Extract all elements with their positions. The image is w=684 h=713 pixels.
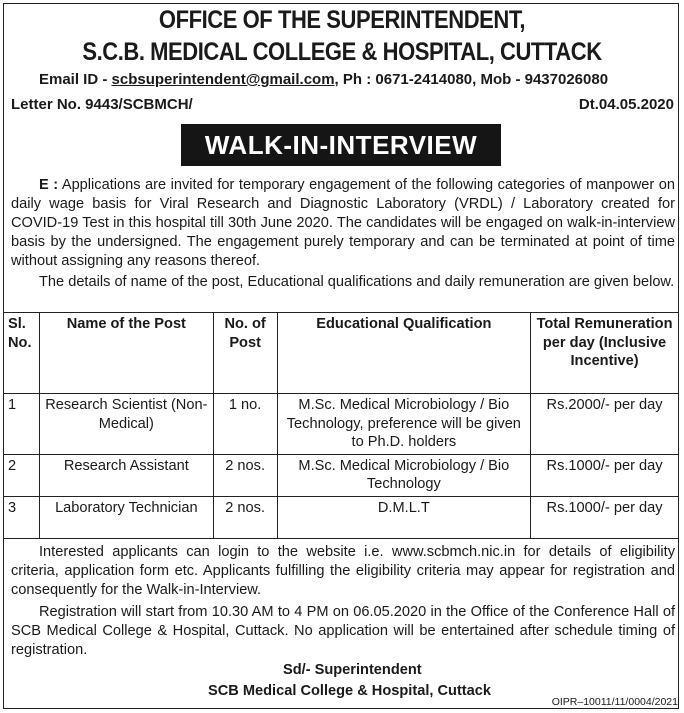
row-sl: 3 [4, 496, 40, 538]
letter-number: Letter No. 9443/SCBMCH/ [11, 96, 193, 113]
reference-number: OIPR–10011/11/0004/2021 [551, 696, 678, 708]
posts-table [3, 312, 679, 539]
phone-text: , Ph : 0671-2414080, Mob - 9437026080 [334, 71, 609, 88]
row-sl: 1 [4, 394, 40, 455]
row-sl: 2 [4, 454, 40, 496]
row-post: Research Scientist (Non-Medical) [39, 394, 213, 455]
signature-line2: SCB Medical College & Hospital, Cuttack [208, 683, 492, 699]
header-sl-no: Sl. No. [4, 313, 40, 394]
office-title-line1: OFFICE OF THE SUPERINTENDENT, [158, 6, 526, 34]
intro-text: Applications are invited for temporary engagement of the following categories of manpower on daily wage basis for Viral Research and Diagnostic Laboratory (VRDL) / Laboratory created for COVID-19 Test in this hospital till 30th June 2020. The candidates will be engaged on walk-in-interview basis by the undersigned. The engagement purely temporary and can be terminated at point of time without assigning any reasons thereof. [11, 177, 676, 269]
email-link[interactable]: scbsuperintendent@gmail.com [111, 71, 335, 88]
row-remuneration: Rs.1000/- per day [531, 454, 679, 496]
row-post: Laboratory Technician [39, 496, 213, 538]
row-remuneration: Rs.2000/- per day [531, 394, 679, 455]
intro-lead: E : [39, 177, 59, 193]
header-post-name: Name of the Post [39, 313, 213, 394]
notice-title-banner: WALK-IN-INTERVIEW [181, 124, 501, 166]
email-label: Email ID - [39, 71, 112, 88]
row-post: Research Assistant [39, 454, 213, 496]
contact-line [39, 71, 608, 88]
row-qualification: M.Sc. Medical Microbiology / Bio Technology, preference will be given to Ph.D. holders [277, 394, 531, 455]
header-qualification: Educational Qualification [277, 313, 531, 394]
row-count: 2 nos. [213, 496, 277, 538]
letter-date: Dt.04.05.2020 [578, 96, 674, 113]
login-paragraph: Interested applicants can login to the website i.e. www.scbmch.nic.in for details of eligibility criteria, application form etc. Applicants fulfilling the eligibility criteria may appear for registration and consequently for the Walk-in-Interview. [11, 544, 675, 598]
registration-paragraph: Registration will start from 10.30 AM to 4 PM on 06.05.2020 in the Office of the Conference Hall of SCB Medical College & Hospital, Cuttack. No application will be entertained after schedule timing of registration. [11, 604, 675, 658]
details-paragraph: The details of name of the post, Educational qualifications and daily remuneration are given below. [39, 274, 675, 290]
table-header-row [4, 313, 679, 394]
office-title-line2: S.C.B. MEDICAL COLLEGE & HOSPITAL, CUTTACK [82, 38, 602, 66]
signature-line1: Sd/- Superintendent [283, 662, 422, 678]
table-row [4, 394, 679, 455]
header-remuneration: Total Remuneration per day (Inclusive Incentive) [531, 313, 679, 394]
table-row [4, 496, 679, 538]
row-remuneration: Rs.1000/- per day [531, 496, 679, 538]
table-row [4, 454, 679, 496]
header-post-count: No. of Post [213, 313, 277, 394]
row-qualification: M.Sc. Medical Microbiology / Bio Technology [277, 454, 531, 496]
row-count: 2 nos. [213, 454, 277, 496]
row-count: 1 no. [213, 394, 277, 455]
intro-paragraph [11, 176, 675, 271]
row-qualification: D.M.L.T [277, 496, 531, 538]
